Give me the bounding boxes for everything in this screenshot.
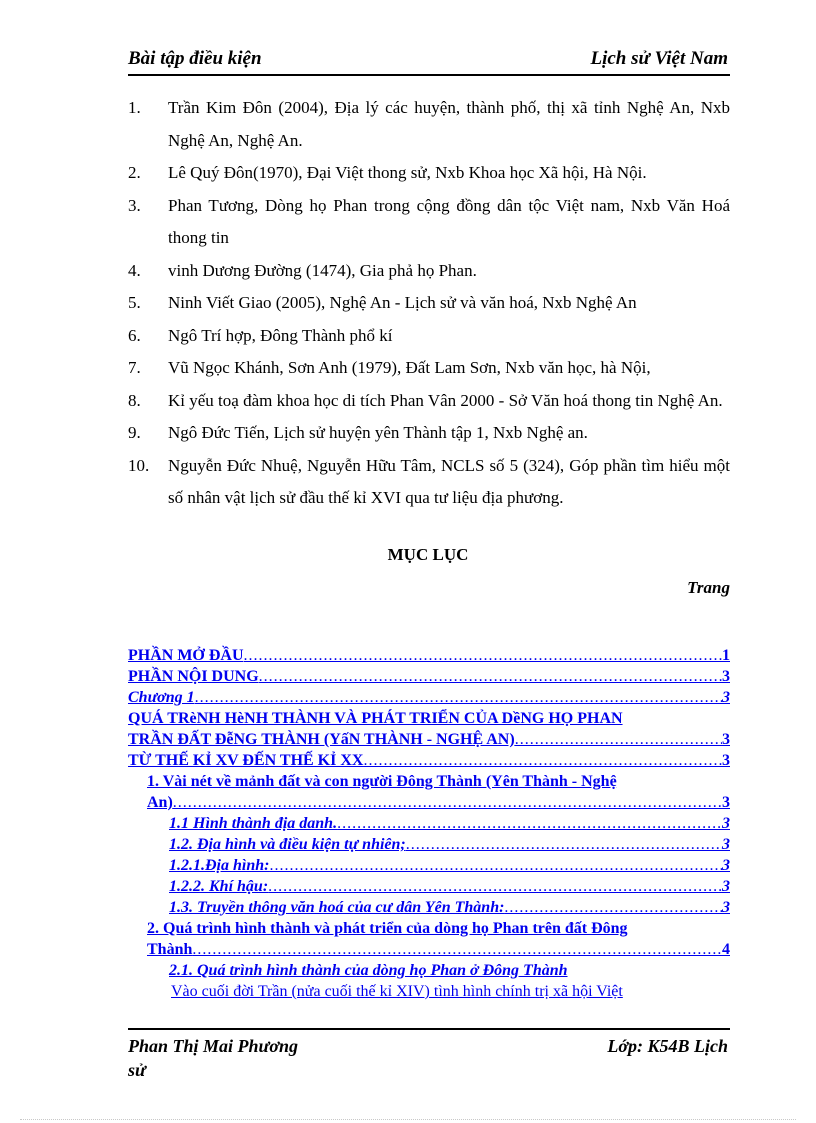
toc-entry-text: 1.2.2. Khí hậu: — [169, 878, 269, 895]
page-edge-divider — [20, 1119, 796, 1120]
toc-entry-text: TỪ THẾ KỈ XV ĐẾN THẾ KỈ XX — [128, 752, 364, 769]
reference-item — [128, 320, 730, 353]
page-header — [128, 48, 730, 76]
toc-entry-text: QUÁ TRèNH HèNH THÀNH VÀ PHÁT TRIỂN CỦA DềNG HỌ PHAN — [128, 710, 623, 727]
reference-item — [128, 450, 730, 515]
footer-author: Phan Thị Mai Phương — [128, 1036, 298, 1056]
toc-link-section-1-2-1[interactable] — [128, 855, 730, 876]
toc-link-section-1-2[interactable] — [128, 834, 730, 855]
reference-text: vinh Dương Đường (1474), Gia phả họ Phan. — [168, 260, 477, 280]
toc-entry-text: TRẦN ĐẤT ĐễNG THÀNH (YấN THÀNH - NGHỆ AN) — [128, 731, 515, 748]
reference-text: Ngô Đức Tiến, Lịch sử huyện yên Thành tập 1, Nxb Nghệ an. — [168, 423, 588, 442]
toc-entry-text: Thành — [147, 941, 193, 958]
reference-list — [128, 92, 730, 515]
reference-number: 1. — [128, 98, 141, 117]
toc-entry-text: 1.2. Địa hình và điều kiện tự nhiên; — [169, 836, 406, 853]
toc-page-label: Trang — [687, 578, 730, 597]
footer-class: Lớp: K54B Lịch — [607, 1036, 728, 1056]
reference-item — [128, 417, 730, 450]
toc-entry-page: 3 — [722, 815, 730, 832]
toc-entry-text: 2.1. Quá trình hình thành của dòng họ Phan ở Đông Thành — [169, 962, 568, 979]
toc-link-body-text[interactable]: Vào cuối đời Trần (nửa cuối thế kỉ XIV) tình hình chính trị xã hội Việt — [171, 983, 623, 1000]
reference-item — [128, 92, 730, 157]
reference-number: 5. — [128, 293, 141, 312]
toc-entry-text: PHẦN MỞ ĐẦU — [128, 647, 244, 664]
toc-entry-page: 1 — [722, 647, 730, 664]
reference-text: Trần Kim Đôn (2004), Địa lý các huyện, thành phố, thị xã tỉnh Nghệ An, Nxb Nghệ An, Nghệ An. — [168, 98, 730, 150]
page-footer — [128, 1028, 730, 1080]
toc-entry-text: 1.1 Hình thành địa danh. — [169, 815, 338, 832]
reference-number: 2. — [128, 163, 141, 182]
reference-number: 4. — [128, 260, 141, 280]
reference-text: Vũ Ngọc Khánh, Sơn Anh (1979), Đất Lam Sơn, Nxb văn học, hà Nội, — [168, 358, 651, 377]
toc-link-chapter-1[interactable] — [128, 687, 730, 708]
table-of-contents — [128, 645, 730, 1002]
reference-number: 9. — [128, 423, 141, 442]
reference-number: 8. — [128, 390, 141, 410]
reference-text: Kỉ yếu toạ đàm khoa học di tích Phan Vân 2000 - Sở Văn hoá thong tin Nghệ An. — [168, 390, 723, 410]
reference-item — [128, 352, 730, 385]
toc-entry-page: 3 — [722, 668, 730, 685]
reference-text: Phan Tương, Dòng họ Phan trong cộng đồng dân tộc Việt nam, Nxb Văn Hoá thong tin — [168, 195, 730, 247]
reference-text: Lê Quý Đôn(1970), Đại Việt thong sử, Nxb Khoa học Xã hội, Hà Nội. — [168, 163, 647, 182]
toc-link-section-1-1[interactable] — [128, 813, 730, 834]
toc-link-content[interactable] — [128, 666, 730, 687]
toc-entry-page: 3 — [722, 878, 730, 895]
toc-link-section-2[interactable] — [128, 918, 730, 939]
toc-link-section-2[interactable] — [128, 939, 730, 960]
toc-entry-page: 3 — [722, 689, 730, 706]
toc-entry-text: 1. Vài nét về mảnh đất và con người Đông Thành (Yên Thành - Nghệ — [147, 773, 617, 790]
toc-link-section-2-1[interactable] — [128, 960, 730, 981]
reference-item — [128, 190, 730, 255]
reference-text: Ngô Trí hợp, Đông Thành phổ kí — [168, 325, 393, 345]
reference-number: 6. — [128, 325, 141, 345]
reference-number: 3. — [128, 195, 141, 215]
toc-title: MỤC LỤC — [387, 545, 469, 564]
reference-text: Ninh Viết Giao (2005), Nghệ An - Lịch sử và văn hoá, Nxb Nghệ An — [168, 293, 637, 312]
header-left: Bài tập điều kiện — [128, 48, 262, 69]
reference-number: 10. — [128, 455, 150, 475]
toc-link-section-1[interactable] — [128, 771, 730, 792]
toc-link-section-1-2-2[interactable] — [128, 876, 730, 897]
toc-entry-text: 2. Quá trình hình thành và phát triển của dòng họ Phan trên đất Đông — [147, 920, 628, 937]
toc-link-section-1-3[interactable] — [128, 897, 730, 918]
toc-entry-page: 3 — [722, 899, 730, 916]
toc-entry-page: 3 — [722, 836, 730, 853]
toc-entry-text: 1.3. Truyền thông văn hoá của cư dân Yên Thành: — [169, 899, 505, 916]
toc-entry-page: 3 — [722, 857, 730, 874]
header-right: Lịch sử Việt Nam — [590, 48, 728, 69]
toc-link-chapter-title[interactable] — [128, 750, 730, 771]
footer-class-wrap: sử — [128, 1060, 146, 1080]
reference-item — [128, 287, 730, 320]
toc-entry-page: 4 — [722, 941, 730, 958]
reference-item — [128, 255, 730, 288]
toc-entry-text: PHẦN NỘI DUNG — [128, 668, 259, 685]
reference-item — [128, 385, 730, 418]
toc-entry-text: 1.2.1.Địa hình: — [169, 857, 270, 874]
toc-link-intro[interactable] — [128, 645, 730, 666]
reference-item — [128, 157, 730, 190]
toc-entry-text: An) — [147, 794, 173, 811]
toc-entry-page: 3 — [722, 731, 730, 748]
reference-text: Nguyễn Đức Nhuệ, Nguyễn Hữu Tâm, NCLS số 5 (324), Góp phần tìm hiểu một số nhân vật lịch sử đầu thế kỉ XVI qua tư liệu địa phương. — [168, 455, 730, 507]
toc-entry-page: 3 — [722, 794, 730, 811]
reference-number: 7. — [128, 358, 141, 377]
toc-entry-page: 3 — [722, 752, 730, 769]
toc-link-section-1[interactable] — [128, 792, 730, 813]
toc-link-chapter-title[interactable] — [128, 708, 730, 729]
toc-entry-text: Chương 1 — [128, 689, 195, 706]
toc-link-chapter-title[interactable] — [128, 729, 730, 750]
